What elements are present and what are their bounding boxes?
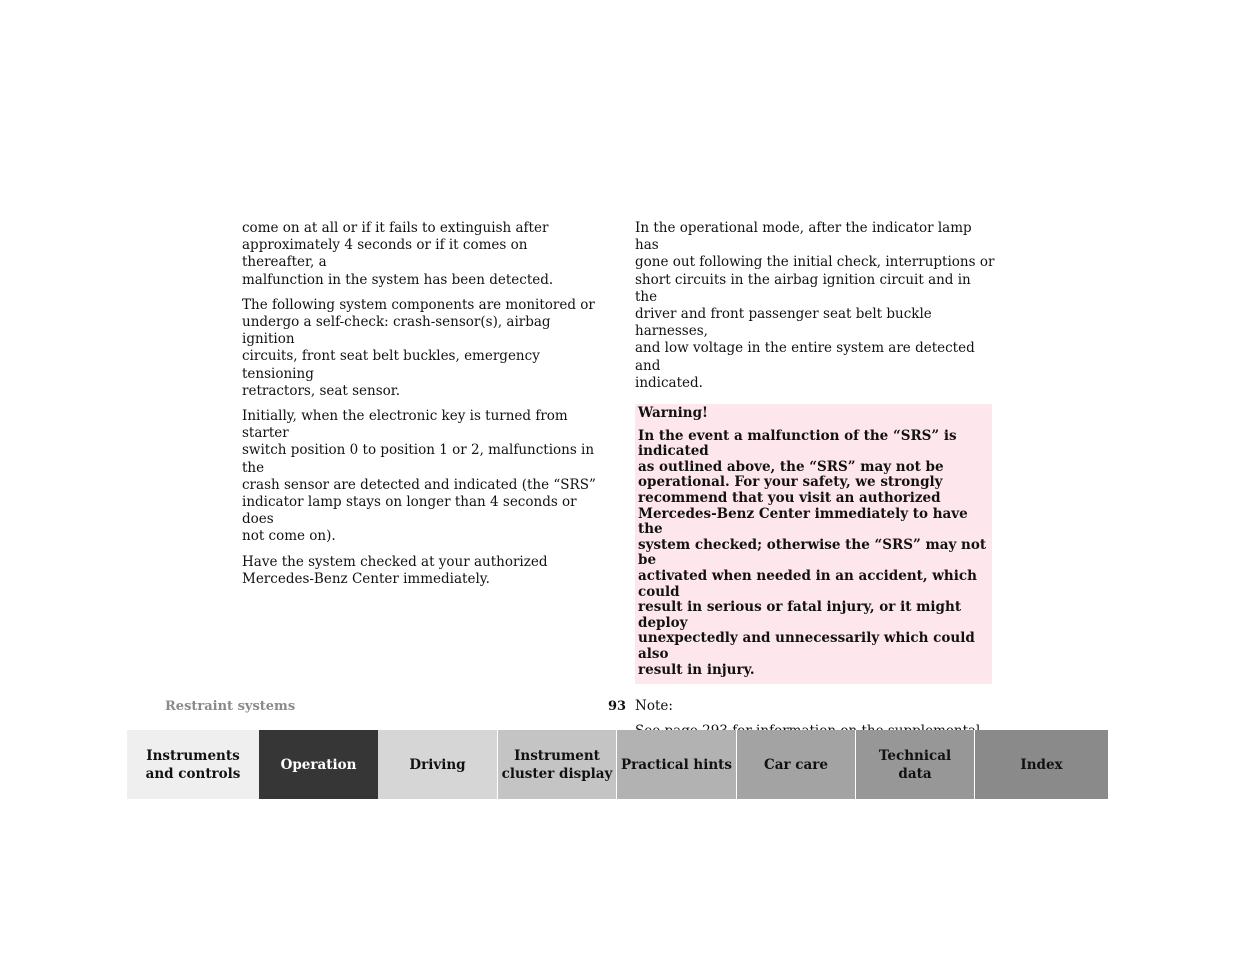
nav-tab-technical-data[interactable]: Technical data bbox=[855, 730, 974, 799]
warning-title: Warning! bbox=[638, 405, 708, 422]
nav-tab-instruments-and-controls[interactable]: Instruments and controls bbox=[127, 730, 259, 799]
paragraph-have-system-checked: Have the system checked at your authorized Mercedes-Benz Center immediately. bbox=[242, 553, 548, 587]
warning-text: In the event a malfunction of the “SRS” is indicated as outlined above, the “SRS” may not be operational. For your safety, we strongly recommend that you visit an authorized Mercedes-Benz Center immediately to have the system checked; otherwise the “SRS” may not be activated when needed in an accident, which could result in serious or fatal injury, or it might deploy unexpectedly and unnecessarily which could also result in injury. bbox=[638, 427, 987, 678]
page-number: 93 bbox=[607, 699, 627, 714]
note-label: Note: bbox=[635, 698, 673, 715]
nav-tab-driving[interactable]: Driving bbox=[378, 730, 497, 799]
section-title: Restraint systems bbox=[165, 699, 296, 714]
nav-tab-operation[interactable]: Operation bbox=[259, 730, 378, 799]
left-column bbox=[242, 220, 602, 596]
paragraph-operational-mode: In the operational mode, after the indicator lamp has gone out following the initial check, interruptions or short circuits in the airbag ignition circuit and in the driver and front passenger seat belt buckle harnesses, and low voltage in the entire system are detected and indicated. bbox=[635, 220, 995, 391]
nav-tab-index[interactable]: Index bbox=[974, 730, 1108, 799]
nav-tab-practical-hints[interactable]: Practical hints bbox=[616, 730, 736, 799]
warning-box bbox=[635, 404, 992, 684]
right-column bbox=[635, 220, 995, 766]
nav-tab-instrument-cluster-display[interactable]: Instrument cluster display bbox=[497, 730, 616, 799]
chapter-navigation-bar bbox=[127, 730, 1108, 799]
paragraph-initial-check: Initially, when the electronic key is turned from starter switch position 0 to position 1 or 2, malfunctions in the crash sensor are detected and indicated (the “SRS” indicator lamp stays on longer than 4 seconds or does not come on). bbox=[242, 408, 596, 545]
paragraph-monitored-components: The following system components are monitored or undergo a self-check: crash-sensor(s), airbag ignition circuits, front seat belt buckles, emergency tensioning retractors, seat sensor. bbox=[242, 296, 595, 399]
nav-tab-car-care[interactable]: Car care bbox=[736, 730, 855, 799]
paragraph-srs-lamp-malfunction: come on at all or if it fails to extinguish after approximately 4 seconds or if it comes on thereafter, a malfunction in the system has been detected. bbox=[242, 220, 554, 288]
